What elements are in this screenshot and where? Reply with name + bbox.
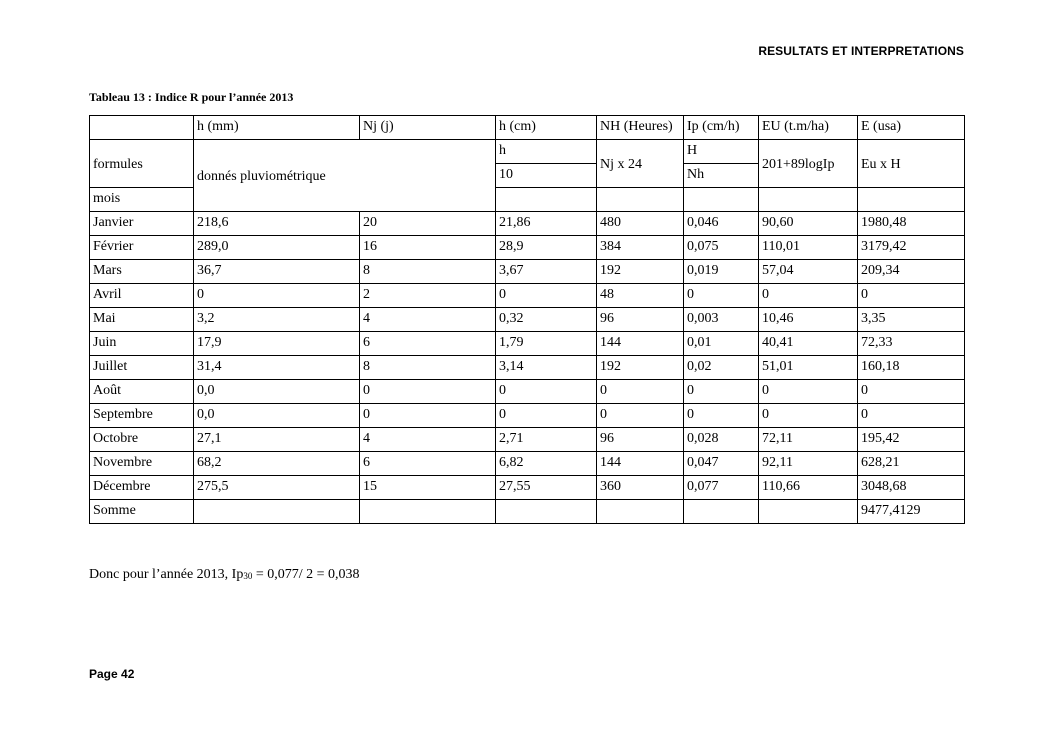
- value-cell: 2: [360, 284, 496, 308]
- value-cell: 8: [360, 356, 496, 380]
- table-row: [90, 452, 965, 476]
- table-row: [90, 212, 965, 236]
- value-cell: 0: [858, 404, 965, 428]
- month-rows: [90, 212, 965, 500]
- value-cell: 4: [360, 428, 496, 452]
- value-cell: 0,047: [684, 452, 759, 476]
- table-row: [90, 236, 965, 260]
- value-cell: 0: [496, 404, 597, 428]
- value-cell: 192: [597, 260, 684, 284]
- value-cell: 2,71: [496, 428, 597, 452]
- empty-cell: [858, 188, 965, 212]
- section-header: RESULTATS ET INTERPRETATIONS: [758, 44, 964, 58]
- footnote: [89, 567, 360, 583]
- month-cell: Janvier: [90, 212, 194, 236]
- value-cell: 160,18: [858, 356, 965, 380]
- value-cell: 0,0: [194, 404, 360, 428]
- table-row: [90, 404, 965, 428]
- empty-cell: [759, 500, 858, 524]
- value-cell: 0: [858, 284, 965, 308]
- month-cell: Juillet: [90, 356, 194, 380]
- value-cell: 68,2: [194, 452, 360, 476]
- total-section: [90, 500, 965, 524]
- value-cell: 110,01: [759, 236, 858, 260]
- value-cell: 0,075: [684, 236, 759, 260]
- value-cell: 3,14: [496, 356, 597, 380]
- table-row: [90, 356, 965, 380]
- page-number: Page 42: [89, 667, 135, 681]
- month-cell: Novembre: [90, 452, 194, 476]
- month-cell: Mai: [90, 308, 194, 332]
- value-cell: 0: [360, 380, 496, 404]
- value-cell: 0: [194, 284, 360, 308]
- value-cell: 6: [360, 332, 496, 356]
- value-cell: 21,86: [496, 212, 597, 236]
- header-cell: Nj (j): [360, 116, 496, 140]
- table-row: [90, 308, 965, 332]
- value-cell: 0,028: [684, 428, 759, 452]
- month-cell: Septembre: [90, 404, 194, 428]
- nh-formula: Nj x 24: [597, 140, 684, 188]
- table-row: [90, 428, 965, 452]
- value-cell: 360: [597, 476, 684, 500]
- value-cell: 275,5: [194, 476, 360, 500]
- value-cell: 31,4: [194, 356, 360, 380]
- footnote-prefix: Donc pour l’année 2013, Ip: [89, 567, 244, 582]
- total-value: 9477,4129: [858, 500, 965, 524]
- total-label: Somme: [90, 500, 194, 524]
- header-cell: h (cm): [496, 116, 597, 140]
- value-cell: 0,019: [684, 260, 759, 284]
- value-cell: 0: [759, 404, 858, 428]
- table-body: [90, 116, 965, 212]
- value-cell: 0,32: [496, 308, 597, 332]
- value-cell: 0: [684, 284, 759, 308]
- empty-cell: [496, 500, 597, 524]
- value-cell: 6,82: [496, 452, 597, 476]
- value-cell: 3,67: [496, 260, 597, 284]
- value-cell: 72,33: [858, 332, 965, 356]
- value-cell: 628,21: [858, 452, 965, 476]
- value-cell: 0: [759, 380, 858, 404]
- value-cell: 20: [360, 212, 496, 236]
- value-cell: 0,077: [684, 476, 759, 500]
- table-header-row: [90, 116, 965, 140]
- value-cell: 27,1: [194, 428, 360, 452]
- value-cell: 1,79: [496, 332, 597, 356]
- value-cell: 0,003: [684, 308, 759, 332]
- value-cell: 28,9: [496, 236, 597, 260]
- table-row: [90, 332, 965, 356]
- value-cell: 209,34: [858, 260, 965, 284]
- value-cell: 1980,48: [858, 212, 965, 236]
- h-cm-denominator: 10: [496, 164, 597, 188]
- value-cell: 72,11: [759, 428, 858, 452]
- month-cell: Février: [90, 236, 194, 260]
- month-cell: Août: [90, 380, 194, 404]
- total-row: [90, 500, 965, 524]
- empty-cell: [759, 188, 858, 212]
- value-cell: 15: [360, 476, 496, 500]
- empty-cell: [496, 188, 597, 212]
- h-cm-numerator: h: [496, 140, 597, 164]
- header-cell: h (mm): [194, 116, 360, 140]
- table-row: [90, 284, 965, 308]
- month-cell: Avril: [90, 284, 194, 308]
- value-cell: 0,02: [684, 356, 759, 380]
- value-cell: 3048,68: [858, 476, 965, 500]
- eu-formula: 201+89logIp: [759, 140, 858, 188]
- value-cell: 48: [597, 284, 684, 308]
- value-cell: 51,01: [759, 356, 858, 380]
- header-cell: NH (Heures): [597, 116, 684, 140]
- value-cell: 218,6: [194, 212, 360, 236]
- empty-cell: [684, 500, 759, 524]
- value-cell: 0,0: [194, 380, 360, 404]
- footnote-sub: 30: [243, 571, 253, 581]
- value-cell: 192: [597, 356, 684, 380]
- footnote-suffix: = 0,077/ 2 = 0,038: [252, 567, 360, 582]
- formula-row-top: [90, 140, 965, 164]
- mois-label: mois: [90, 188, 194, 212]
- empty-cell: [360, 500, 496, 524]
- value-cell: 144: [597, 452, 684, 476]
- value-cell: 289,0: [194, 236, 360, 260]
- month-cell: Décembre: [90, 476, 194, 500]
- value-cell: 0: [496, 284, 597, 308]
- value-cell: 0: [759, 284, 858, 308]
- month-cell: Octobre: [90, 428, 194, 452]
- value-cell: 110,66: [759, 476, 858, 500]
- ip-denominator: Nh: [684, 164, 759, 188]
- value-cell: 92,11: [759, 452, 858, 476]
- value-cell: 0: [858, 380, 965, 404]
- value-cell: 0: [684, 380, 759, 404]
- value-cell: 40,41: [759, 332, 858, 356]
- value-cell: 8: [360, 260, 496, 284]
- value-cell: 480: [597, 212, 684, 236]
- pluvio-label: donnés pluviométrique: [194, 140, 496, 212]
- header-cell: EU (t.m/ha): [759, 116, 858, 140]
- table-row: [90, 380, 965, 404]
- value-cell: 57,04: [759, 260, 858, 284]
- value-cell: 0,01: [684, 332, 759, 356]
- value-cell: 4: [360, 308, 496, 332]
- value-cell: 27,55: [496, 476, 597, 500]
- value-cell: 3,2: [194, 308, 360, 332]
- value-cell: 90,60: [759, 212, 858, 236]
- e-formula: Eu x H: [858, 140, 965, 188]
- formulas-label: formules: [90, 140, 194, 188]
- ip-numerator: H: [684, 140, 759, 164]
- value-cell: 17,9: [194, 332, 360, 356]
- value-cell: 0: [597, 404, 684, 428]
- empty-cell: [684, 188, 759, 212]
- table-row: [90, 260, 965, 284]
- value-cell: 16: [360, 236, 496, 260]
- value-cell: 0,046: [684, 212, 759, 236]
- value-cell: 0: [684, 404, 759, 428]
- value-cell: 6: [360, 452, 496, 476]
- table-caption: Tableau 13 : Indice R pour l’année 2013: [89, 90, 294, 104]
- month-cell: Juin: [90, 332, 194, 356]
- value-cell: 36,7: [194, 260, 360, 284]
- empty-cell: [194, 500, 360, 524]
- value-cell: 3,35: [858, 308, 965, 332]
- header-cell: E (usa): [858, 116, 965, 140]
- month-cell: Mars: [90, 260, 194, 284]
- value-cell: 3179,42: [858, 236, 965, 260]
- value-cell: 384: [597, 236, 684, 260]
- value-cell: 144: [597, 332, 684, 356]
- value-cell: 0: [360, 404, 496, 428]
- empty-cell: [597, 188, 684, 212]
- value-cell: 0: [597, 380, 684, 404]
- value-cell: 96: [597, 428, 684, 452]
- table-row: [90, 476, 965, 500]
- value-cell: 96: [597, 308, 684, 332]
- empty-cell: [597, 500, 684, 524]
- value-cell: 195,42: [858, 428, 965, 452]
- header-cell: [90, 116, 194, 140]
- header-cell: Ip (cm/h): [684, 116, 759, 140]
- indice-r-table: [89, 115, 965, 524]
- value-cell: 10,46: [759, 308, 858, 332]
- value-cell: 0: [496, 380, 597, 404]
